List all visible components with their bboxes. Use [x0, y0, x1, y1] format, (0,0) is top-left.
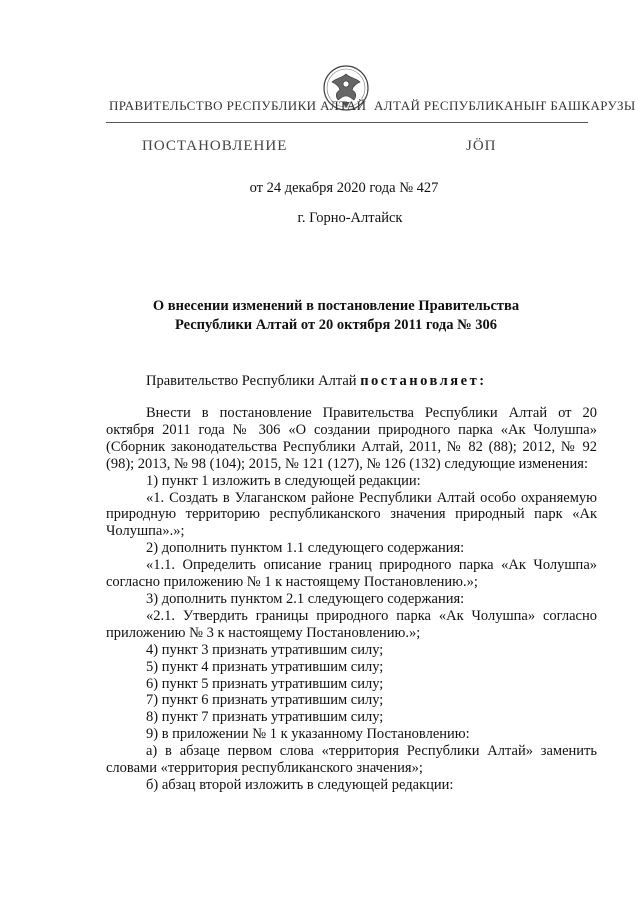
decree-subject: Правительство Республики Алтай [146, 373, 357, 389]
decree-statement [146, 373, 487, 390]
paragraph: 7) пункт 6 признать утратившим силу; [146, 692, 384, 709]
paragraph: «1.1. Определить описание границ природного парка «Ак Чолушпа» согласно приложению № 1 к настоящему Постановлению.»; [106, 557, 597, 591]
decree-verb: постановляет: [360, 373, 487, 389]
paragraph: 5) пункт 4 признать утратившим силу; [146, 658, 384, 675]
paragraph: 3) дополнить пунктом 2.1 следующего содержания: [146, 590, 465, 607]
paragraph: «2.1. Утвердить границы природного парка «Ак Чолушпа» согласно приложению № 3 к настоящему Постановлению.»; [106, 607, 597, 641]
paragraph: б) абзац второй изложить в следующей редакции: [146, 776, 454, 793]
paragraph: а) в абзаце первом слова «территория Республики Алтай» заменить словами «территория республиканского значения»; [106, 743, 597, 777]
paragraph: 4) пункт 3 признать утратившим силу; [146, 641, 384, 658]
title-line-1: О внесении изменений в постановление Правительства [152, 298, 520, 314]
org-name-russian: ПРАВИТЕЛЬСТВО РЕСПУБЛИКИ АЛТАЙ [109, 98, 367, 113]
title-line-2: Республики Алтай от 20 октября 2011 года № 306 [174, 317, 498, 333]
paragraph: 9) в приложении № 1 к указанному Постановлению: [146, 726, 470, 743]
header-rule [106, 122, 588, 123]
doctype-altai: ЈӦП [466, 138, 497, 154]
doctype-russian: ПОСТАНОВЛЕНИЕ [142, 138, 288, 154]
paragraph: Внести в постановление Правительства Республики Алтай от 20 октября 2011 года № 306 «О создании природного парка «Ак Чолушпа» (Сборник законодательства Республики Алтай, 2011, № 82 (88); 2012, № 92 (98); 2013, № 98 (104); 2015, № 121 (127), № 126 (132) следующие изменения: [106, 405, 597, 472]
paragraph: 1) пункт 1 изложить в следующей редакции: [146, 472, 421, 489]
paragraph: 6) пункт 5 признать утратившим силу; [146, 675, 384, 692]
paragraph: «1. Создать в Улаганском районе Республики Алтай особо охраняемую природную территорию республиканского значения природный парк «Ак Чолушпа».»; [106, 489, 597, 540]
paragraph: 2) дополнить пунктом 1.1 следующего содержания: [146, 540, 465, 557]
decree-date: от 24 декабря 2020 года № 427 [249, 180, 439, 196]
document-body [106, 405, 597, 794]
org-name-altai: АЛТАЙ РЕСПУБЛИКАНЫҤ БАШКАРУЗЫ [374, 98, 636, 113]
paragraph: 8) пункт 7 признать утратившим силу; [146, 709, 384, 726]
decree-city: г. Горно-Алтайск [297, 210, 403, 226]
document-title [110, 297, 562, 335]
